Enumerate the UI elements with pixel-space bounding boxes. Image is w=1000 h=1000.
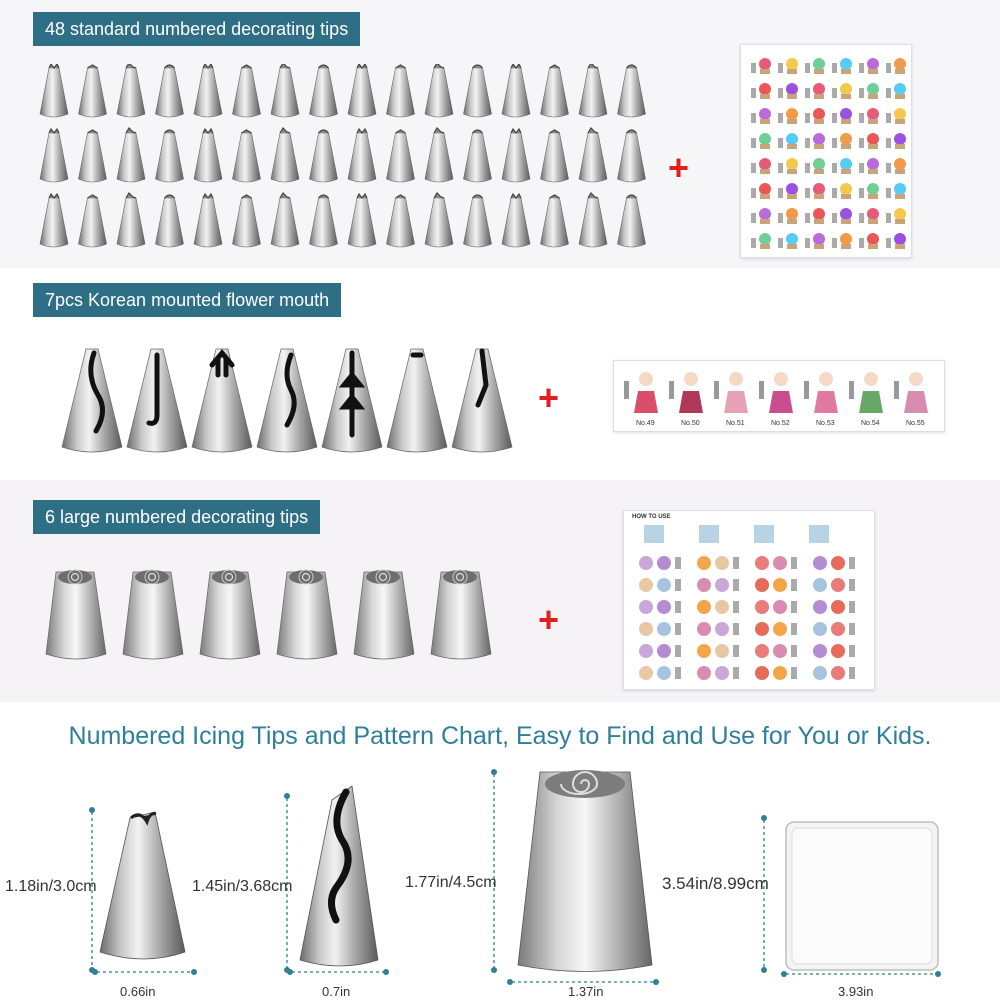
standard-tip (79, 195, 107, 247)
korean-tip-height: 1.45in/3.68cm (192, 878, 293, 895)
standard-tip (79, 130, 107, 182)
small-tip-large-view (100, 812, 185, 959)
large-tip-width: 1.37in (568, 984, 604, 999)
standard-tip (310, 65, 338, 117)
standard-tip (579, 128, 607, 182)
korean-tip (452, 349, 512, 452)
standard-tip (156, 65, 184, 117)
standard-tip (387, 130, 415, 182)
standard-tip (271, 193, 299, 247)
small-tip-height: 1.18in/3.0cm (5, 878, 97, 895)
chart-number: No.53 (816, 420, 835, 427)
headline: Numbered Icing Tips and Pattern Chart, Easy to Find and Use for You or Kids. (68, 722, 932, 750)
standard-tip (425, 128, 453, 182)
standard-tip (464, 130, 492, 182)
standard-tip (541, 195, 569, 247)
standard-tip (541, 130, 569, 182)
standard-tip (79, 65, 107, 117)
box-width: 3.93in (838, 984, 874, 999)
large-tip (431, 570, 491, 659)
korean-tip-width: 0.7in (322, 984, 351, 999)
standard-tip (233, 130, 261, 182)
standard-tip (618, 130, 646, 182)
standard-tip (502, 64, 530, 117)
large-tip (46, 570, 106, 659)
korean-tip (192, 349, 252, 452)
korean-tip (387, 349, 447, 452)
standard-tip (194, 194, 222, 247)
standard-tip (387, 65, 415, 117)
large-tip (354, 570, 414, 659)
standard-tip (117, 128, 145, 182)
standard-tip (271, 128, 299, 182)
standard-tip (502, 129, 530, 182)
standard-tip (194, 129, 222, 182)
standard-tip (502, 194, 530, 247)
large-tips-label: 6 large numbered decorating tips (33, 500, 320, 534)
standard-tip (618, 65, 646, 117)
standard-tip (40, 194, 68, 247)
korean-tips-label: 7pcs Korean mounted flower mouth (33, 283, 341, 317)
large-tip (277, 570, 337, 659)
standard-tip (194, 64, 222, 117)
standard-tips-label: 48 standard numbered decorating tips (33, 12, 360, 46)
chart-number: No.50 (681, 420, 700, 427)
box-height: 3.54in/8.99cm (662, 874, 769, 893)
large-tip (123, 570, 183, 659)
standard-tip (348, 64, 376, 117)
korean-tip (127, 349, 187, 452)
standard-tip (310, 195, 338, 247)
korean-tip (322, 349, 382, 452)
standard-tip (464, 65, 492, 117)
chart-number: No.54 (861, 420, 880, 427)
korean-tip (62, 349, 122, 452)
chart-number: No.49 (636, 420, 655, 427)
large-tip-height: 1.77in/4.5cm (405, 874, 497, 891)
standard-tip (156, 195, 184, 247)
standard-tip (117, 64, 145, 117)
standard-tip (310, 130, 338, 182)
large-tip (200, 570, 260, 659)
standard-tip (348, 194, 376, 247)
standard-tip (425, 64, 453, 117)
dimension-diagram (0, 760, 1000, 1000)
standard-tip (117, 193, 145, 247)
standard-tip (271, 64, 299, 117)
korean-tip (257, 349, 317, 452)
standard-tip (348, 129, 376, 182)
standard-tip (156, 130, 184, 182)
standard-tip (40, 129, 68, 182)
plus-icon: + (538, 377, 560, 418)
large-pattern-chart (623, 510, 875, 690)
plus-icon: + (668, 147, 690, 188)
standard-tip (618, 195, 646, 247)
standard-tip (464, 195, 492, 247)
chart-number: No.52 (771, 420, 790, 427)
standard-tip (233, 195, 261, 247)
small-tip-width: 0.66in (120, 984, 156, 999)
standard-pattern-chart (740, 44, 912, 258)
plus-icon: + (538, 599, 560, 640)
standard-tip (387, 195, 415, 247)
standard-tip (541, 65, 569, 117)
standard-tip (40, 64, 68, 117)
chart-title: HOW TO USE (632, 514, 671, 520)
korean-pattern-chart (613, 360, 945, 432)
chart-number: No.51 (726, 420, 745, 427)
standard-tip (579, 193, 607, 247)
standard-tip (579, 64, 607, 117)
large-tip-large-view (518, 770, 652, 972)
chart-number: No.55 (906, 420, 925, 427)
storage-box (786, 822, 938, 970)
standard-tip (233, 65, 261, 117)
korean-tip-large-view (300, 786, 378, 966)
standard-tip (425, 193, 453, 247)
